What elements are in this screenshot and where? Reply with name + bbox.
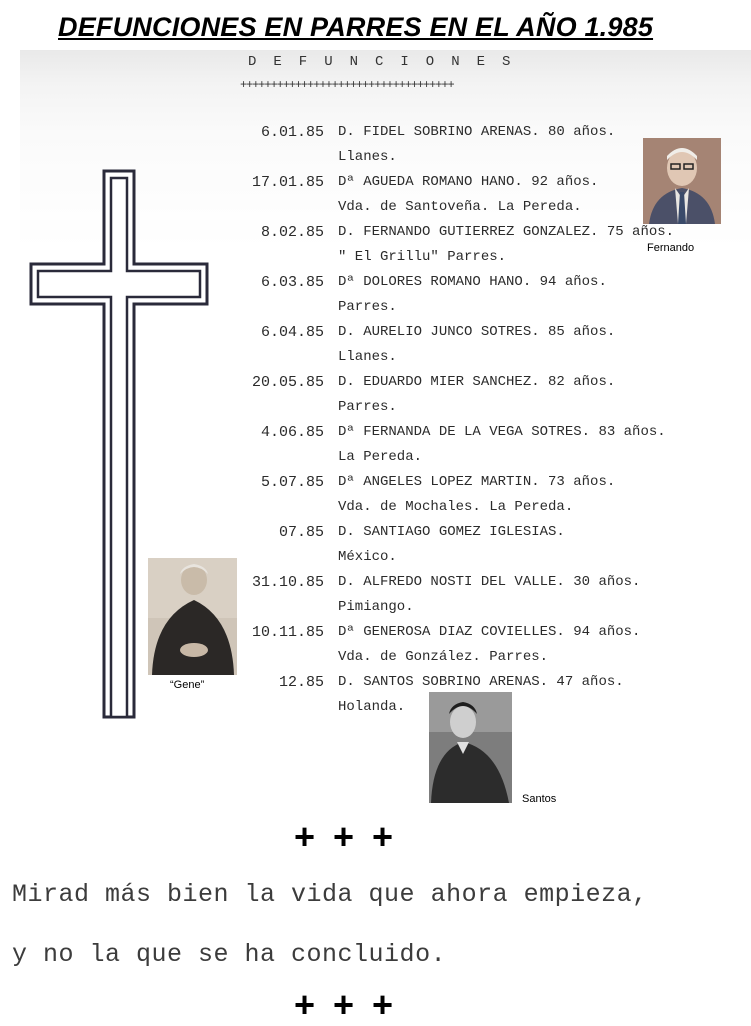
santos-caption: Santos [522,793,557,805]
crosses-bottom: +++ [294,984,412,1025]
heading-divider: +++++++++++++++++++++++++++++++++++ [240,78,454,92]
list-item [236,524,751,574]
entry-date: 4.06.85 [260,424,324,441]
list-item [236,274,751,324]
page-title: DEFUNCIONES EN PARRES EN EL AÑO 1.985 [58,12,654,42]
entry-name: Dª ANGELES LOPEZ MARTIN. 73 años. [338,474,616,490]
santos-photo [429,692,512,803]
entry-name: Dª GENEROSA DIAZ COVIELLES. 94 años. [338,624,641,640]
entry-detail: México. [338,549,397,565]
entry-name: Dª DOLORES ROMANO HANO. 94 años. [338,274,607,290]
entry-detail: Parres. [338,399,397,415]
entry-date: 12.85 [278,674,324,691]
entry-detail: Vda. de González. Parres. [338,649,549,665]
entry-name: D. AURELIO JUNCO SOTRES. 85 años. [338,324,616,340]
entry-name: Dª AGUEDA ROMANO HANO. 92 años. [338,174,599,190]
entry-date: 07.85 [278,524,324,541]
entry-detail: Vda. de Santoveña. La Pereda. [338,199,582,215]
entry-date: 31.10.85 [251,574,324,591]
entry-detail: Holanda. [338,699,406,715]
entry-detail: Parres. [338,299,397,315]
entry-detail: Pimiango. [338,599,414,615]
entry-date: 6.04.85 [260,324,324,341]
crosses-top: +++ [294,816,412,857]
entry-detail: Llanes. [338,149,397,165]
entry-name: D. FERNANDO GUTIERREZ GONZALEZ. 75 años. [338,224,675,240]
list-item [236,424,751,474]
list-item [236,324,751,374]
entry-date: 5.07.85 [260,474,324,491]
list-item [236,574,751,624]
entry-date: 20.05.85 [251,374,324,391]
entry-date: 6.01.85 [260,124,324,141]
entry-detail: La Pereda. [338,449,423,465]
entry-date: 6.03.85 [260,274,324,291]
entry-name: D. ALFREDO NOSTI DEL VALLE. 30 años. [338,574,641,590]
entry-date: 8.02.85 [260,224,324,241]
entry-detail: Llanes. [338,349,397,365]
quote-line-1: Mirad más bien la vida que ahora empieza, [12,880,648,909]
gene-photo [148,558,237,675]
document-heading: DEFUNCIONES [248,54,528,70]
entry-name: Dª FERNANDA DE LA VEGA SOTRES. 83 años. [338,424,666,440]
fernando-caption: Fernando [647,242,695,254]
list-item [236,624,751,674]
entry-date: 10.11.85 [251,624,324,641]
quote-line-2: y no la que se ha concluido. [12,940,447,969]
entry-name: D. EDUARDO MIER SANCHEZ. 82 años. [338,374,616,390]
entry-name: D. SANTIAGO GOMEZ IGLESIAS. [338,524,565,540]
entry-name: D. FIDEL SOBRINO ARENAS. 80 años. [338,124,616,140]
gene-caption: “Gene” [170,679,205,691]
list-item [236,474,751,524]
entry-date: 17.01.85 [251,174,324,191]
list-item [236,374,751,424]
entry-detail: " El Grillu" Parres. [338,249,507,265]
entry-detail: Vda. de Mochales. La Pereda. [338,499,574,515]
fernando-photo [643,138,721,224]
entry-name: D. SANTOS SOBRINO ARENAS. 47 años. [338,674,624,690]
